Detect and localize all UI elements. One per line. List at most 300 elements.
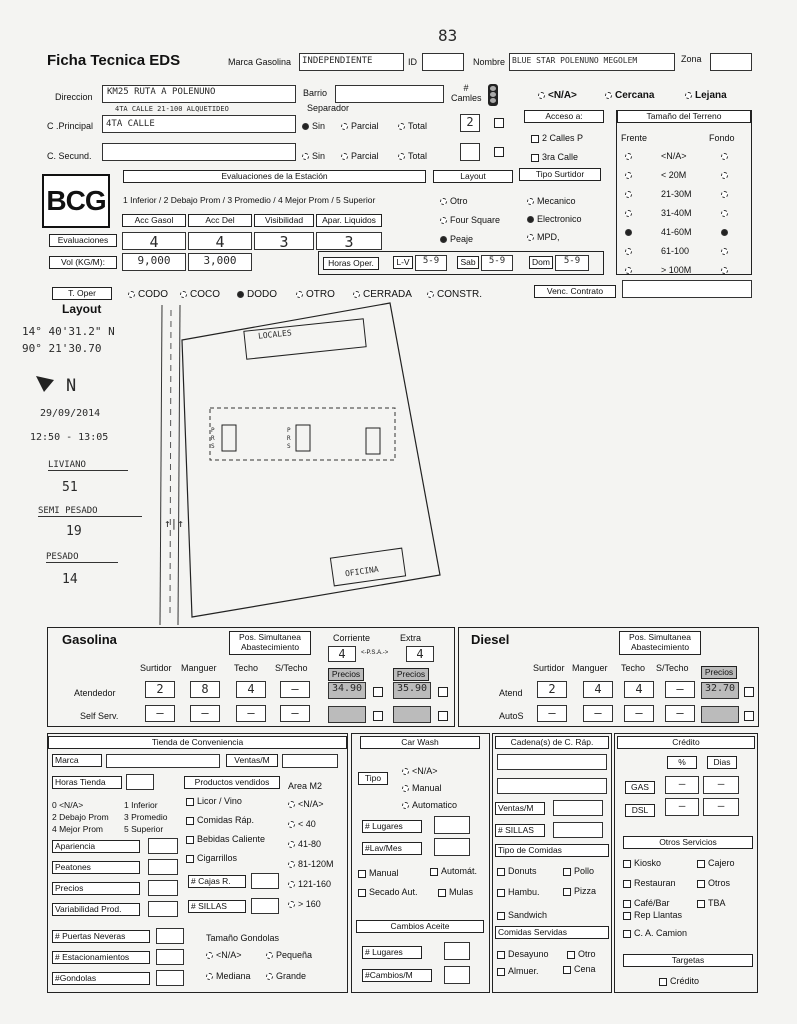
principal-parcial[interactable] [341,121,379,131]
camiones-check-2[interactable] [494,146,507,157]
barrio-field[interactable] [335,85,444,103]
terreno-frente-radio-3[interactable] [625,210,632,217]
diesel-precio[interactable]: 32.70 [701,682,739,699]
secund-parcial[interactable] [341,151,379,161]
area-option-2[interactable] [288,839,321,849]
servicio-1[interactable] [697,858,735,868]
terreno-fondo-radio-0[interactable] [721,153,728,160]
extra-value[interactable]: 4 [406,646,434,662]
servicio-6-label: Rep Llantas [634,910,683,920]
product-2-label: Bebidas Caliente [197,834,266,844]
diesel-precios: Precios [701,666,737,679]
surtidor-header: Surtidor [140,663,172,673]
horas-tienda-label: Horas Tienda [52,776,122,789]
checkbox-icon [744,687,754,697]
proximity-cercana-label: Cercana [615,90,655,101]
area-option-3[interactable] [288,859,334,869]
self-label: Self Serv. [80,711,119,721]
cadena-field-1[interactable] [497,754,607,770]
nombre-label: Nombre [473,57,506,67]
secund-total[interactable] [398,151,427,161]
area-option-4-label: 121-160 [298,879,332,889]
scale-5: 5 Superior [124,824,164,834]
proximity-cercana[interactable] [605,90,654,101]
area-option-1[interactable] [288,819,316,829]
diesel-autos-cell-1[interactable]: — [583,705,613,722]
semi-label: SEMI PESADO [38,506,142,517]
servicio-5-label: TBA [708,898,726,908]
diesel-pos-sim: Pos. Simultanea Abastecimiento [619,631,701,655]
surtidor-mpd[interactable] [527,232,560,242]
checkbox-icon [430,868,438,876]
checkbox-icon [744,711,754,721]
carwash-manual[interactable] [402,783,442,793]
gas-pct-field[interactable]: — [665,776,699,794]
tienda-ventas-field[interactable] [282,754,338,768]
zona-field[interactable] [710,53,752,71]
desayuno-check[interactable] [497,949,549,959]
servicio-5[interactable] [697,898,726,908]
gasolina-atend-cell-1[interactable]: 8 [190,681,220,698]
toper-option-3-label: OTRO [306,289,335,300]
checkbox-icon [373,687,383,697]
scale-0: 0 <N/A> [52,800,84,810]
tamano-pequena-label: Pequeña [276,950,313,960]
checkbox-icon [186,817,194,825]
cadena-ventas-field[interactable] [553,800,603,816]
layout-four-square[interactable] [440,215,500,225]
servicio-0-label: Kiosko [634,858,662,868]
checkbox-icon [438,687,448,697]
gasolina-self-check-1[interactable] [373,710,386,721]
almuer-label: Almuer. [508,966,539,976]
credito-title: Crédito [617,736,755,749]
camiones-field[interactable]: 2 [460,114,480,132]
secund-field[interactable] [102,143,296,161]
estac-label: # Estacionamientos [52,951,150,964]
terreno-fondo-radio-1[interactable] [721,172,728,179]
radio-icon [206,952,213,959]
servicio-2-label: Restauran [634,878,676,888]
product-2[interactable] [186,834,265,844]
terreno-option-label-4: 41-60M [661,227,692,237]
techo-header: Techo [234,663,259,673]
servicio-4[interactable] [623,898,670,908]
page-number: 83 [438,26,458,45]
layout-otro-label: Otro [450,196,468,206]
psa-label: <-P.S.A.-> [361,650,389,656]
servicio-0[interactable] [623,858,661,868]
pizza-check[interactable] [563,886,596,896]
id-field[interactable] [422,53,464,71]
proximity-na-label: <N/A> [548,90,577,101]
diesel-section [458,627,759,727]
toper-label: T. Oper [52,287,112,300]
area-option-3-label: 81-120M [298,859,334,869]
product-0-label: Licor / Vino [197,796,242,806]
checkbox-icon [373,711,383,721]
gasolina-atend-cell-3[interactable]: — [280,681,310,698]
direccion-field[interactable] [102,85,296,103]
marca-field[interactable]: INDEPENDIENTE [299,53,404,71]
layout-peaje[interactable] [440,234,473,244]
gasolina-self-cell-0[interactable]: — [145,705,175,722]
dom-label: Dom [529,256,553,269]
acc-gasol-value[interactable]: 4 [122,232,186,250]
radio-icon [288,881,295,888]
carwash-secado-check[interactable] [358,887,418,897]
extra-label: Extra [400,633,422,643]
carwash-mulas-check-label: Mulas [449,887,474,897]
credito-check-label: Crédito [670,976,700,986]
product-0[interactable] [186,796,242,806]
otro-check[interactable] [567,949,596,959]
otro-label: Otro [578,949,596,959]
rating-label-1: Peatones [52,861,140,874]
sandwich-check[interactable] [497,910,547,920]
terreno-fondo-radio-6[interactable] [721,267,728,274]
donuts-check[interactable] [497,866,537,876]
carwash-manual-check[interactable] [358,868,399,878]
diesel-surtidor-header: Surtidor [533,663,565,673]
secund-parcial-label: Parcial [351,151,379,161]
pump-2-label: P R S [287,427,291,450]
vol-del-value[interactable]: 3,000 [188,253,252,271]
nombre-field[interactable]: BLUE STAR POLENUNO MEGOLEM [509,53,675,71]
carwash-automatico-label: Automatico [412,800,458,810]
evaluaciones-scale: 1 Inferior / 2 Debajo Prom / 3 Promedio / 4 Mejor Prom / 5 Superior [123,195,376,205]
radio-icon [288,841,295,848]
radio-icon [402,768,409,775]
checkbox-icon [697,880,705,888]
principal-field[interactable]: 4TA CALLE [102,115,296,133]
terreno-frente-radio-1[interactable] [625,172,632,179]
tienda-scale-right [124,799,167,835]
lv-value[interactable]: 5-9 [415,255,447,271]
principal-total[interactable] [398,121,427,131]
cadena-sillas-field[interactable] [553,822,603,838]
corriente-value[interactable]: 4 [328,646,356,662]
checkbox-icon [623,912,631,920]
gasolina-self-precio-2[interactable] [393,706,431,723]
terreno-section [616,110,752,275]
cajas-field[interactable] [251,873,279,889]
checkbox-icon [697,900,705,908]
lv-label: L-V [393,256,413,269]
gasolina-atend-cell-2[interactable]: 4 [236,681,266,698]
carwash-lugares-field[interactable] [434,816,470,834]
radio-icon [128,291,135,298]
almuer-check[interactable] [497,966,539,976]
diesel-stecho-header: S/Techo [656,663,689,673]
layout-peaje-label: Peaje [450,234,474,244]
diesel-autos-precio[interactable] [701,706,739,723]
puertas-label: # Puertas Neveras [52,930,150,943]
cambios-lugares-label: # Lugares [362,946,422,959]
radio-icon [527,216,534,223]
pollo-label: Pollo [574,866,595,876]
rating-field-0[interactable] [148,838,178,854]
cadena-sillas-label: # SILLAS [495,824,545,837]
rating-field-1[interactable] [148,859,178,875]
tamano-na[interactable] [206,950,242,960]
carwash-na[interactable] [402,766,438,776]
servicio-3-label: Otros [708,878,731,888]
tienda-marca-field[interactable] [106,754,220,768]
diesel-autos-cell-2[interactable]: — [624,705,654,722]
tienda-scale-left [52,799,109,835]
terreno-frente-radio-5[interactable] [625,248,632,255]
diesel-autos-check[interactable] [744,710,757,721]
tres-calle-check[interactable] [531,152,578,162]
diesel-autos-cell-0[interactable]: — [537,705,567,722]
gas-dias-field[interactable]: — [703,776,739,794]
diesel-title: Diesel [471,632,510,647]
checkbox-icon [497,912,505,920]
terreno-frente-radio-6[interactable] [625,267,632,274]
radio-icon [440,217,447,224]
checkbox-icon [438,711,448,721]
puertas-field[interactable] [156,928,184,944]
terreno-frente-radio-4[interactable] [625,229,632,236]
surtidor-mpd-label: MPD, [537,232,560,242]
dom-value[interactable]: 5-9 [555,255,589,271]
gasolina-precio-1[interactable]: 34.90 [328,682,366,699]
cadena-field-2[interactable] [497,778,607,794]
checkbox-icon [659,978,667,986]
diesel-atend-label: Atend [499,688,523,698]
visibilidad-value[interactable]: 3 [254,232,314,250]
diesel-atend-cell-3[interactable]: — [665,681,695,698]
cadena-ventas-label: Ventas/M [495,802,545,815]
barrio-label: Barrio [303,88,328,98]
desayuno-label: Desayuno [508,949,549,959]
traffic-arrows: ↑|↑ [164,517,184,530]
radio-icon [685,92,692,99]
carwash-section [351,733,490,993]
proximity-na[interactable] [538,90,577,101]
carwash-mulas-check[interactable] [438,887,473,897]
cadena-section [492,733,612,993]
pollo-check[interactable] [563,866,594,876]
carwash-tipo-label: Tipo [358,772,388,785]
gondolas-label: #Gondolas [52,972,150,985]
product-1-label: Comidas Ráp. [197,815,255,825]
gasolina-self-cell-2[interactable]: — [236,705,266,722]
gasolina-pos-sim: Pos. Simultanea Abastecimiento [229,631,311,655]
toper-option-0-label: CODO [138,289,168,300]
fondo-label: Fondo [709,133,735,143]
checkbox-icon [186,836,194,844]
acc-del-value[interactable]: 4 [188,232,252,250]
horas-tienda-field[interactable] [126,774,154,790]
terreno-frente-radio-2[interactable] [625,191,632,198]
radio-icon [302,153,309,160]
carwash-automatico[interactable] [402,800,457,810]
gasolina-self-cell-1[interactable]: — [190,705,220,722]
secund-label: C. Secund. [47,151,92,161]
visibilidad-header: Visibilidad [254,214,314,227]
diesel-atend-cell-2[interactable]: 4 [624,681,654,698]
area-option-4[interactable] [288,879,331,889]
terreno-fondo-radio-4[interactable] [721,229,728,236]
surtidor-mecanico-label: Mecanico [537,196,576,206]
servicio-6[interactable] [623,910,682,920]
radio-icon [605,92,612,99]
terreno-fondo-radio-3[interactable] [721,210,728,217]
checkbox-icon [531,135,539,143]
camiones-field-2[interactable] [460,143,480,161]
area-option-5[interactable] [288,899,321,909]
checkbox-icon [697,860,705,868]
secund-total-label: Total [408,151,428,161]
proximity-lejana-label: Lejana [695,90,727,101]
area-label: Area M2 [288,781,323,791]
venc-field[interactable] [622,280,752,298]
gasolina-self-cell-3[interactable]: — [280,705,310,722]
page-title: Ficha Tecnica EDS [47,52,181,69]
oficina-label: OFICINA [344,564,380,579]
surtidor-mecanico[interactable] [527,196,576,206]
id-label: ID [408,57,417,67]
gasolina-atend-cell-0[interactable]: 2 [145,681,175,698]
checkbox-icon [497,868,505,876]
separador-label: Separador [307,103,350,113]
terreno-fondo-radio-2[interactable] [721,191,728,198]
carwash-lugares-label: # Lugares [362,820,422,833]
gas-label: GAS [625,781,655,794]
tamano-grande-label: Grande [276,971,307,981]
dsl-dias-field[interactable]: — [703,798,739,816]
cambios-lugares-field[interactable] [444,942,470,960]
tamano-mediana[interactable] [206,971,251,981]
cambios-m-field[interactable] [444,966,470,984]
gasolina-precio-2[interactable]: 35.90 [393,682,431,699]
camiones-label: # Camles [451,83,482,103]
toper-option-5-label: CONSTR. [437,289,482,300]
frente-label: Frente [621,133,648,143]
diesel-autos-cell-3[interactable]: — [665,705,695,722]
terreno-fondo-radio-5[interactable] [721,248,728,255]
venc-label: Venc. Contrato [534,285,616,298]
terreno-frente-radio-0[interactable] [625,153,632,160]
servicio-1-label: Cajero [708,858,735,868]
tienda-sillas-field[interactable] [251,898,279,914]
principal-sin[interactable] [302,121,325,131]
proximity-lejana[interactable] [685,90,727,101]
hambu-check[interactable] [497,887,540,897]
surtidor-electronico[interactable] [527,214,582,224]
product-3[interactable] [186,853,237,863]
layout-otro[interactable] [440,196,468,206]
carwash-na-label: <N/A> [412,766,438,776]
rating-field-3[interactable] [148,901,178,917]
sab-value[interactable]: 5-9 [481,255,513,271]
dias-label: Dias [707,756,737,769]
dsl-label: DSL [625,804,655,817]
direccion-label: Direccion [55,92,93,102]
checkbox-icon [186,855,194,863]
servicio-4-label: Café/Bar [634,898,670,908]
gondolas-field[interactable] [156,970,184,986]
gasolina-title: Gasolina [62,632,117,647]
traffic-light-icon [488,84,500,108]
carwash-lavmes-field[interactable] [434,838,470,856]
radio-icon [302,123,309,130]
checkbox-icon [494,147,504,157]
tipo-comidas-label: Tipo de Comidas [495,844,609,857]
surtidor-electronico-label: Electronico [537,214,582,224]
dos-calles-check[interactable] [531,133,583,143]
hambu-label: Hambu. [508,887,540,897]
cena-check[interactable] [563,964,596,974]
radio-icon [288,861,295,868]
secund-sin[interactable] [302,151,325,161]
horas-label: Horas Oper. [323,257,379,270]
scale-2: 2 Debajo Prom [52,812,109,822]
vol-gasol-value[interactable]: 9,000 [122,253,186,271]
diesel-precio-check[interactable] [744,686,757,697]
gasolina-precio-1-check[interactable] [373,686,386,697]
area-option-0[interactable] [288,799,324,809]
rating-label-0: Apariencia [52,840,140,853]
rating-field-2[interactable] [148,880,178,896]
secund-sin-label: Sin [312,151,326,161]
servicio-7[interactable] [623,928,687,938]
servicio-3[interactable] [697,878,730,888]
sketch-title: Layout [62,302,102,316]
coords-lat: 14° 40'31.2" N [22,325,115,338]
carwash-manual-check-label: Manual [369,868,399,878]
tienda-ventas-label: Ventas/M [226,754,278,767]
product-1[interactable] [186,815,254,825]
servicio-2[interactable] [623,878,676,888]
tamano-grande[interactable] [266,971,306,981]
sandwich-label: Sandwich [508,910,548,920]
radio-icon [538,92,545,99]
gasolina-self-precio-1[interactable] [328,706,366,723]
tres-calle-label: 3ra Calle [542,152,579,162]
donuts-label: Donuts [508,866,537,876]
principal-total-label: Total [408,121,428,131]
cena-label: Cena [574,964,596,974]
cadena-title: Cadena(s) de C. Ráp. [495,736,609,749]
area-option-5-label: > 160 [298,899,321,909]
carwash-title: Car Wash [360,736,480,749]
carwash-automat-check[interactable] [430,866,477,876]
checkbox-icon [623,930,631,938]
gasolina-precio-2-check[interactable] [438,686,451,697]
credito-check[interactable] [659,976,699,986]
radio-icon [288,901,295,908]
gasolina-section [47,627,455,727]
locales-label: LOCALES [257,328,293,341]
carwash-automat-check-label: Automát. [441,866,478,876]
camiones-check[interactable] [494,117,507,128]
gasolina-self-check-2[interactable] [438,710,451,721]
principal-label: C .Principal [47,121,94,131]
diesel-atend-cell-0[interactable]: 2 [537,681,567,698]
area-option-1-label: < 40 [298,819,316,829]
vol-label: Vol (KG/M): [49,256,117,269]
marca-label: Marca Gasolina [228,57,292,67]
direccion-value: KM25 RUTA A POLENUNO [107,87,216,97]
diesel-atend-cell-1[interactable]: 4 [583,681,613,698]
estac-field[interactable] [156,949,184,965]
tamano-pequena[interactable] [266,950,312,960]
liquidos-value[interactable]: 3 [316,232,382,250]
dsl-pct-field[interactable]: — [665,798,699,816]
